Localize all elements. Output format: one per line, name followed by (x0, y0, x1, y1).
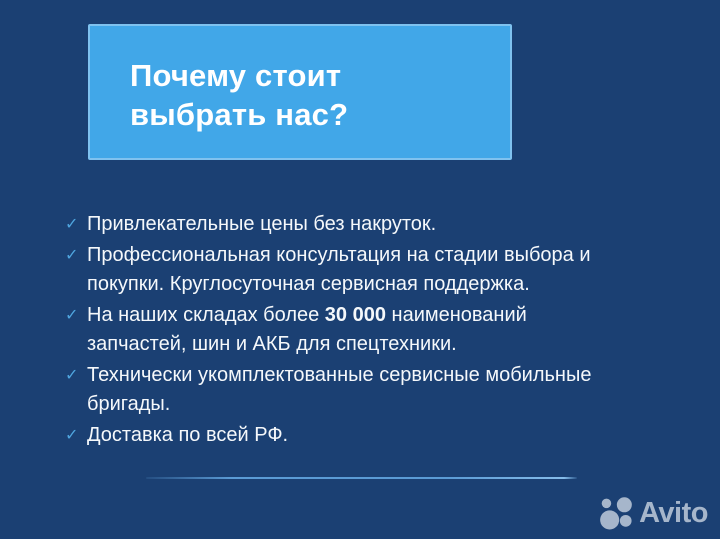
check-icon: ✓ (65, 247, 79, 264)
avito-logo (599, 497, 708, 530)
avito-dots-icon (599, 497, 635, 530)
list-item (65, 241, 671, 299)
check-icon: ✓ (65, 216, 79, 233)
check-icon: ✓ (65, 307, 79, 324)
list-item-text: Профессиональная консультация на стадии выбора и покупки. Круглосуточная сервисная поддержка. (87, 244, 591, 295)
page-title-line-2: выбрать нас? (130, 97, 349, 132)
benefits-list (65, 210, 671, 452)
list-item-text: Доставка по всей РФ. (87, 424, 289, 446)
list-item-text: На наших складах более 30 000 наименований запчастей, шин и АКБ для спецтехники. (87, 304, 527, 355)
list-item (65, 421, 671, 450)
header-card (88, 24, 512, 160)
check-icon: ✓ (65, 427, 79, 444)
list-item-text: Привлекательные цены без накруток. (87, 213, 437, 235)
divider-line (146, 477, 577, 479)
check-icon: ✓ (65, 367, 79, 384)
list-item (65, 210, 671, 239)
list-item (65, 361, 671, 419)
page-title-line-1: Почему стоит (130, 58, 342, 93)
list-item-text: Технически укомплектованные сервисные мобильные бригады. (87, 364, 592, 415)
list-item (65, 301, 671, 359)
avito-logo-text: Avito (639, 497, 708, 529)
